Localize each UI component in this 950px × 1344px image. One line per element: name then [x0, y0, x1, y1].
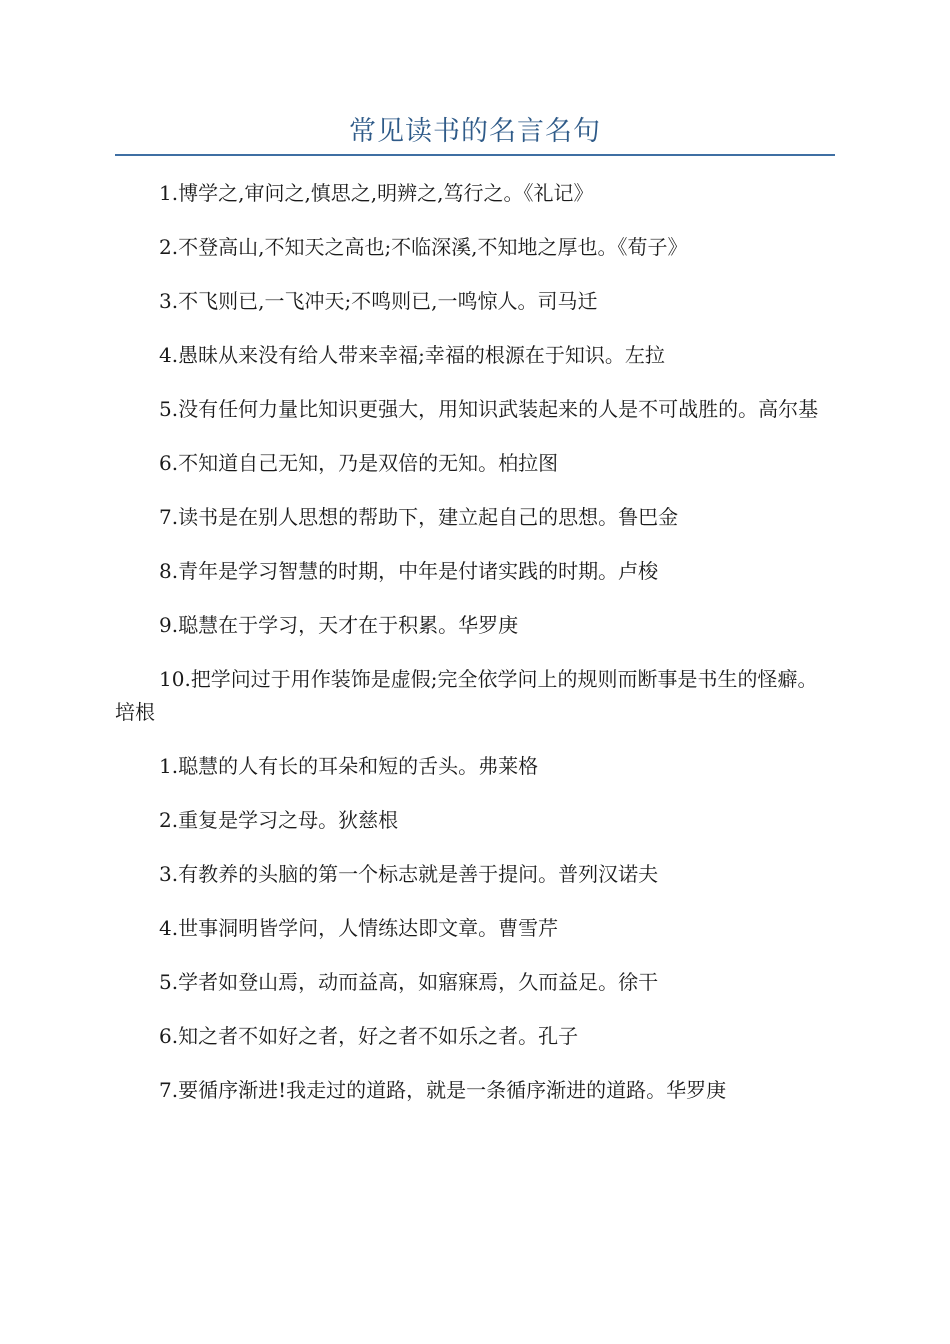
quote-paragraph: 4.愚昧从来没有给人带来幸福;幸福的根源在于知识。左拉 [159, 343, 665, 367]
quote-paragraph: 3.有教养的头脑的第一个标志就是善于提问。普列汉诺夫 [159, 862, 659, 886]
quote-paragraph: 1.博学之,审问之,慎思之,明辨之,笃行之。《礼记》 [159, 181, 594, 205]
quote-paragraph: 6.知之者不如好之者，好之者不如乐之者。孔子 [159, 1024, 579, 1048]
quote-paragraph: 8.青年是学习智慧的时期，中年是付诸实践的时期。卢梭 [159, 559, 659, 583]
quote-paragraph: 5.没有任何力量比知识更强大，用知识武装起来的人是不可战胜的。高尔基 [159, 397, 819, 421]
quote-paragraph: 9.聪慧在于学习，天才在于积累。华罗庚 [159, 613, 519, 637]
quote-paragraph: 7.读书是在别人思想的帮助下，建立起自己的思想。鲁巴金 [159, 505, 679, 529]
quote-paragraph: 1.聪慧的人有长的耳朵和短的舌头。弗莱格 [159, 754, 539, 778]
document-title: 常见读书的名言名句 [349, 116, 601, 147]
title-underline [115, 154, 835, 156]
quote-paragraph: 4.世事洞明皆学问，人情练达即文章。曹雪芹 [159, 916, 559, 940]
quote-list [115, 177, 835, 1128]
quote-paragraph: 3.不飞则已,一飞冲天;不鸣则已,一鸣惊人。司马迁 [159, 289, 598, 313]
quote-paragraph: 10.把学问过于用作装饰是虚假;完全依学问上的规则而断事是书生的怪癖。培根 [115, 667, 818, 724]
quote-paragraph: 2.重复是学习之母。狄慈根 [159, 808, 399, 832]
quote-paragraph: 5.学者如登山焉，动而益高，如寤寐焉，久而益足。徐干 [159, 970, 659, 994]
quote-paragraph: 7.要循序渐进!我走过的道路，就是一条循序渐进的道路。华罗庚 [159, 1078, 727, 1102]
quote-paragraph: 2.不登高山,不知天之高也;不临深溪,不知地之厚也。《荀子》 [159, 235, 688, 259]
quote-paragraph: 6.不知道自己无知，乃是双倍的无知。柏拉图 [159, 451, 559, 475]
